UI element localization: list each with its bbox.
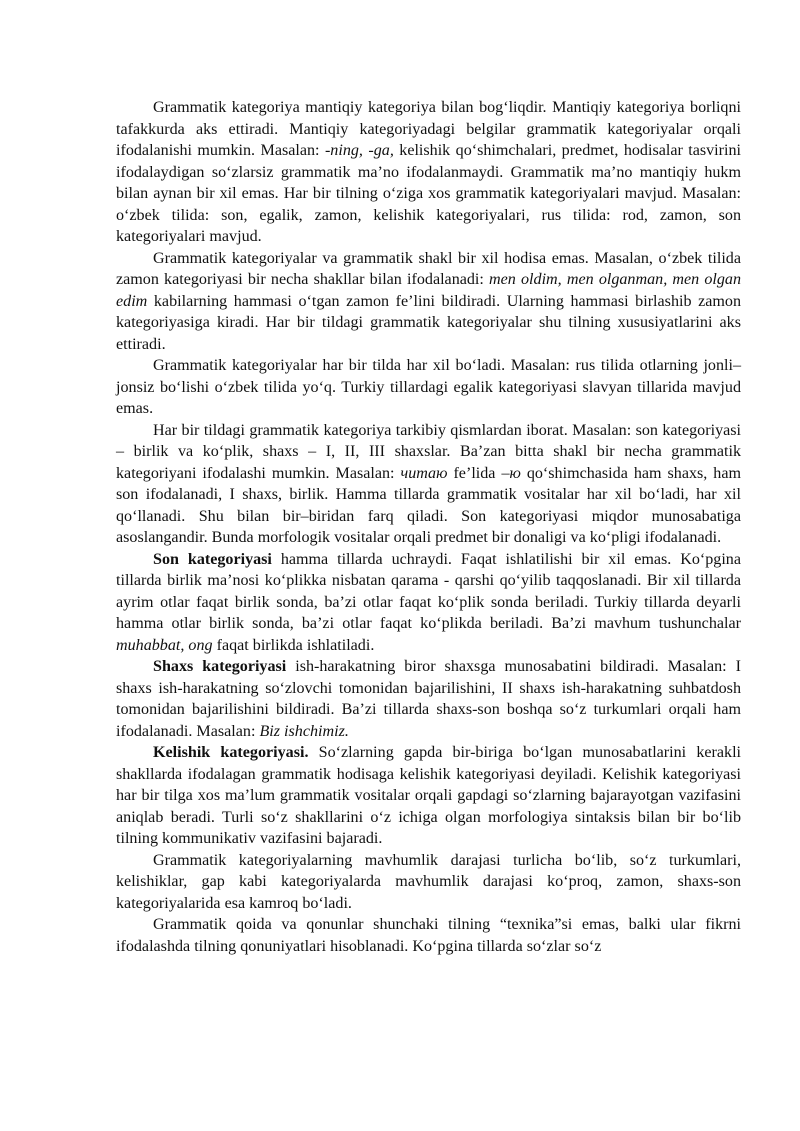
paragraph-grammatical-logical-category [116,97,741,248]
text-run: Grammatik kategoriyalarning mavhumlik darajasi turlicha bo‘lib, so‘z turkumlari, kelishiklar, gap kabi kategoriyalarda mavhumlik darajasi ko‘proq, zamon, shaxs-son kategoriyalarida esa kamroq bo‘ladi. [116,851,741,912]
italic-run: –ю [501,464,521,482]
bold-run: Kelishik kategoriyasi. [153,744,309,761]
text-run: Grammatik kategoriyalar va grammatik shakl bir xil hodisa emas. Masalan, o‘zbek tilida zamon kategoriyasi bir necha shakllar bilan ifodalanadi: [116,249,741,288]
italic-run: muhabbat, ong [116,636,213,654]
italic-run: -ning, -ga, [324,142,394,159]
text-run: kelishik qo‘shimchalari, predmet, hodisalar tasvirini ifodalaydigan so‘zlarsiz grammatik ma’no ifodalanmaydi. Grammatik ma’no mantiqiy hukm bilan aynan bir xil emas. Har bir tilning o‘ziga xos grammatik kategoriyalari mavjud. Masalan: o‘zbek tilida: son, egalik, zamon, kelishik kategoriyalari, rus tilida: rod, zamon, son kategoriyalari mavjud. [116,142,741,245]
paragraph-category-structure [116,420,741,549]
italic-run: читаю [400,464,448,482]
paragraph-case-category [116,742,741,850]
paragraph-grammar-rules [116,914,741,957]
text-run: Grammatik kategoriyalar har bir tilda har xil bo‘ladi. Masalan: rus tilida otlarning jonli–jonsiz bo‘lishi o‘zbek tilida yo‘q. Turkiy tillardagi egalik kategoriyasi slavyan tillarida mavjud emas. [116,357,741,417]
text-run: qo‘shimchasida ham shaxs, ham son ifodalanadi, I shaxs, birlik. Hamma tillarda grammatik vositalar har xil bo‘ladi, har xil qo‘llanadi. Shu bilan bir–biridan farq qiladi. Son kategoriyasi miqdor munosabatiga asoslangandir. Bunda morfologik vositalar orqali predmet bir donaligi va ko‘pligi ifodalanadi. [116,464,741,546]
paragraph-category-vs-form [116,248,741,356]
text-run: Grammatik kategoriya mantiqiy kategoriya bilan bog‘liqdir. Mantiqiy kategoriya borliqni tafakkurda aks ettiradi. Mantiqiy kategoriyadagi belgilar grammatik kategoriyalar orqali ifodalanishi mumkin. Masalan: [116,99,741,159]
paragraph-person-category [116,656,741,742]
text-run: Har bir tildagi grammatik kategoriya tarkibiy qismlardan iborat. Masalan: son kategoriyasi – birlik va ko‘plik, shaxs – I, II, III shaxslar. Ba’zan bitta shakl bir necha grammatik kategoriyani ifodalashi mumkin. Masalan: [116,421,741,482]
paragraph-abstraction-degree [116,850,741,915]
text-run: faqat birlikda ishlatiladi. [212,636,375,654]
text-run: fe’lida [447,464,502,482]
paragraph-categories-differ [116,355,741,420]
italic-run: Biz ishchimiz. [259,722,349,740]
text-run: hamma tillarda uchraydi. Faqat ishlatilishi bir xil emas. Ko‘pgina tillarda birlik ma’nosi ko‘plikka nisbatan qarama - qarshi qo‘yilib taqqoslanadi. Bir xil tillarda ayrim otlar faqat birlik sonda, ba’zi otlar faqat ko‘plik sonda beriladi. Turkiy tillarda deyarli hamma otlar birlik sonda, ba’zi otlar faqat ko‘plikda beriladi. Ba’zi mavhum tushunchalar [116,550,741,632]
document-page [116,97,741,957]
italic-run: men oldim, men olganman, men olgan edim [116,271,742,310]
bold-run: Son kategoriyasi [153,550,272,568]
text-run: ish-harakatning biror shaxsga munosabatini bildiradi. Masalan: I shaxs ish-harakatning so‘zlovchi tomonidan bajarilishini, II shaxs ish-harakatning suhbatdosh tomonidan bajarilishini bildiradi. Ba’zi tillarda shaxs-son boshqa so‘z turkumlari orqali ham ifodalanadi. Masalan: [116,658,741,740]
text-run: So‘zlarning gapda bir-biriga bo‘lgan munosabatlarini kerakli shakllarda ifodalagan grammatik hodisaga kelishik kategoriyasi deyiladi. Kelishik kategoriyasi har bir tilga xos ma’lum grammatik vositalar orqali gapdagi so‘zlarning bajarayotgan vazifasini aniqlab beradi. Turli so‘z shakllarini o‘z ichiga olgan morfologiya sintaksis bilan bir bo‘lib tilning kommunikativ vazifasini bajaradi. [116,744,742,847]
paragraph-number-category [116,549,741,657]
text-run: kabilarning hammasi o‘tgan zamon fe’lini bildiradi. Ularning hammasi birlashib zamon kategoriyasiga kiradi. Har bir tildagi grammatik kategoriyalar shu tilning xususiyatlarini aks ettiradi. [116,292,741,353]
bold-run: Shaxs kategoriyasi [153,658,287,675]
text-run: Grammatik qoida va qonunlar shunchaki tilning “texnika”si emas, balki ular fikrni ifodalashda tilning qonuniyatlari hisoblanadi. Ko‘pgina tillarda so‘zlar so‘z [116,916,741,955]
